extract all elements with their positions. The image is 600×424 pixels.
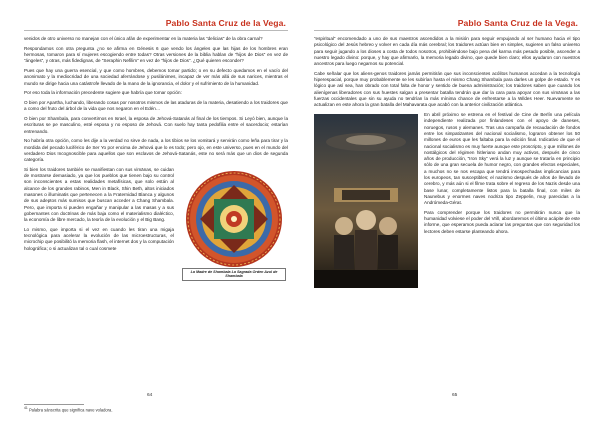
- footnote-mark: 41: [24, 406, 28, 410]
- page-number: 65: [452, 393, 458, 398]
- paragraph: Pues que hay una guerra esencial, y que como hombres, debemos tomar partido; o en su defecto quedamos en el vacío del anonimato y la mediocridad de una sociedad aferrándose y pusilánimes, incapaz de ver más allá de sus narices, mientras el mundo se dirige hacia una catástrofe llevado de la mano de la ignorancia, el dolor y el sufrimiento de la humanidad.: [24, 67, 288, 86]
- mandala-image: [180, 169, 288, 287]
- paragraph: Si bien los traidores también se manifiestan con sus vimānas, se cuidan de mostrarse demasiado, ya que los pueblos que tienen bajo su control son inconscientes a estas realidades metafísicas, que solo están al alcance de los grandes rabinos, Men in Black, Shin Beth, altos iniciados masones o illuminatis que pertenecen a la Fraternidad Blanca y algunos de sus adeptos más sumisos que buscan acceder a Chang Shambala. Pero, que importa si pueden engañar y manipular a las masas y a sus gobernantes con doctrinas de más baja como el materialismo dialéctico, la economía de libre mercado, la teoría de la evolución y el Big Bang.: [24, 166, 174, 223]
- paragraph: Cabe señalar que los aliens-genos traidores jamás permitirán que sus inconscientes acólitos humanos accedan a la tecnología hiperespacial, porque muy probablemente se les subirían hasta el mismo Chang Shambala para darles un golpe de estado. Y es lógico que así sea, han obrado con total falta de honor y sentido de buena administración; los traidores saben que cuando los alienígenas liberadores con sus huestes salgan a presentar batalla tendrán que dar la cara para apoyar con sus vimānas a las fuerzas occidentales que sin su ayuda no tendrían la más mínima chance de enfrentarse a la Wildes Heer. Nuevamente se actualizan en este ahora la gran batalla del Mahavarata que acabó con la anterior civilización atlántica.: [314, 70, 580, 108]
- paragraph: Para comprender porque los traidores no permitirán nunca que la humanidad volviese el poder del Vrill, abordaremos el último acápite de este informe, que esperamos pueda aclarar las preguntas que con seguridad los lectores deben estarse planteando ahora.: [424, 209, 580, 234]
- mandala-illustration: [180, 169, 288, 269]
- paragraph: Lo mismo, que importa si el vez en cuando les tiran una migaja tecnológica para acelerar la evolución de las microestructuras, el microchip que posibilitó la memoria flash, el internet dos y la computación holográfica; o si actualizan tal o cual cosmete: [24, 226, 174, 251]
- paragraph: O bien por Apartha, luchando, liberando cosas por nosotros mismos de las ataduras de la materia, desatiendo a los traidores que a como del fruto del árbol de la vida que nos negaron en el Edén…: [24, 99, 288, 112]
- right-page-body: [314, 36, 580, 290]
- movie-poster-illustration: [314, 114, 418, 288]
- image-caption: La Madre de Shambala La Sagrada Orden Azul de Shambala: [182, 268, 286, 281]
- page-header-title: Pablo Santa Cruz de la Vega.: [457, 18, 578, 28]
- paragraph: Por eso toda la información precedente sugiere que habría que tomar opción:: [24, 90, 182, 96]
- footnote-text: Palabra sánscrita que significa nave voladora.: [28, 407, 113, 413]
- page-number: 64: [147, 393, 153, 398]
- movie-poster-image: [314, 114, 418, 288]
- paragraph: venidos de otro universo no manejan con el único afán de experimentar en la materia las “delicias” de la obra carnal?: [24, 36, 263, 41]
- right-page: [300, 0, 600, 424]
- header-rule: [314, 30, 580, 31]
- footnote-rule: [24, 404, 84, 405]
- paragraph: “espiritual” encomendado a uno de sus maestros ascendidos a la misión para seguir empujando al ser humano hacia el tipo psicológico del Jesús hebreo y volver en cada día más cerebral; los traidores actúan bien en simples, sugieren un falso universo para seguir jugando a los dioses a costa de todos nosotros, prohibiéndose bajo pena del karma más pesado posible, ascender a nuestro legado divino: porque, y hay que afirmarlo, la memoria legado divino, que quede bien claro; ellos ayudaron con nuestros ancestros para luego negarnos su potencial.: [314, 36, 580, 67]
- page-header-title: Pablo Santa Cruz de la Vega.: [165, 18, 286, 28]
- footnote: [24, 406, 112, 412]
- paragraph: O bien por Shambala, para convertirnos en Israel, la esposa de Jehová-Satanás al final de los tiempos. Si Leyó bien, aunque la escrituras se pe masculino, esté esposa y no esposo de Jehová. Con suelo hay tanta pedofilia entre el sacerdocio; estarían entrenando.: [24, 115, 288, 134]
- paragraph: En abril próximo se estrena en el festival de Cine de Berlín una película independiente realizada por finlandeses con el apoyo de daneses, noruegos, rusos y alemanes. Tras una campaña de recaudación de fondos entre los simpatizantes del nacional socialismo, lograron obtener los 50 millones de euros que les faltaba para la edición final. Indicativo de que el nacional socialismo es muy fuerte aunque este proscripto, y que millones de nostálgicos del régimen hitleriano andan muy activos, después de cinco años de producción, “Iron Sky” verá la luz y aunque se trataría en principio sólo de una gran secuela de humor negro, con grandes efectos especiales, a muchos no se nos escapa que tendrá insospechadas implicancias para los europeos, tan susceptibles; el nazismo después de años de llevado de cerebro, y más aún si el filme trata sobre el regreso de los Nazis desde una base lunar, completamente listos para la batalla final, con miles de Naunebus y enormes naves nodriza tipo Zeppelin, muy parecidas a la Andrómeda-Gérat.: [424, 112, 580, 206]
- paragraph: No habría otra opción, como les dije a la verdad no sirve de nada, a los tibios se los vomitará y servirán como leña para tirar y la mordida del pecado luciférico de Ser Yo por encima de Jehová que lo es todo; pero ojo, en este universo, pues en el mundo del verdadero Dios Incognoscible para aquellos que son esclavos de Jehová-Satanás, este no será más que un dios de segunda categoría.: [24, 138, 288, 163]
- left-page-body: [24, 36, 288, 289]
- header-rule: [24, 30, 288, 31]
- paragraph: Respondamos con otra pregunta ¿no se afirma en Génesis 6 que vendo los ángeles que las hijas de los hombres eran hermosas, tomaron para sí mujeres escogiendo entre todas? Otras versiones de la biblia hablan de “hijos de Dios” en vez de “ángeles”, y otras, más fidedignas, de “Seraphin Nefilim” en vez de “hijos de Dios”. ¿Qué quieren esconder?: [24, 45, 288, 64]
